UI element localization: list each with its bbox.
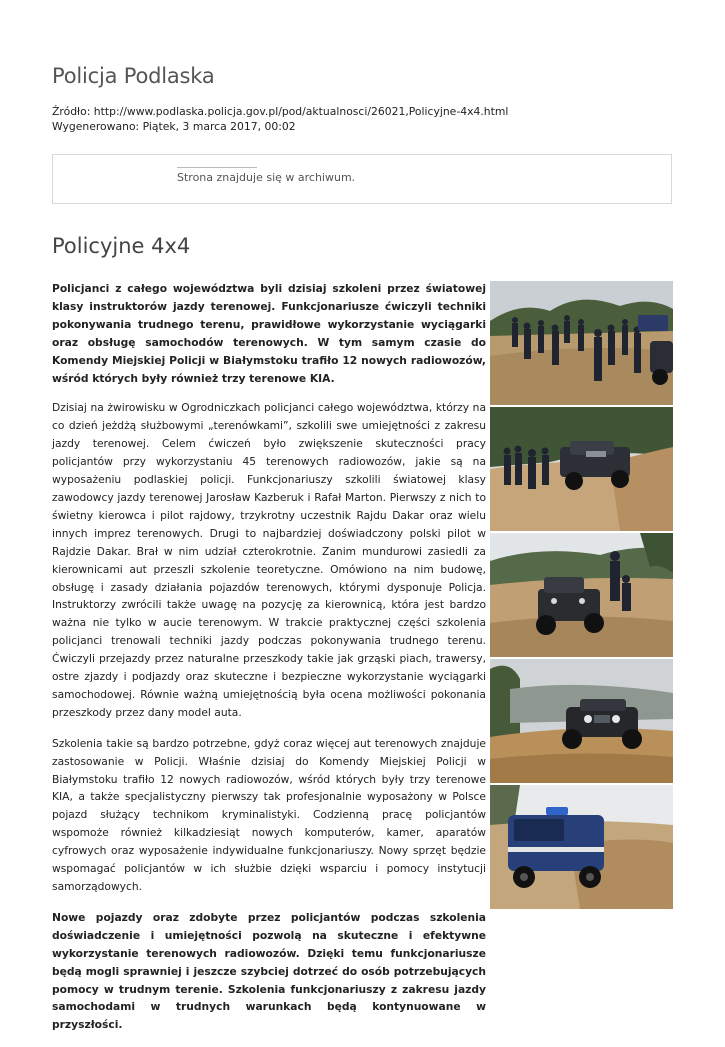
photo-watermark: . [667, 650, 669, 655]
photo-watermark: . [667, 902, 669, 907]
photo-gallery [490, 281, 673, 911]
site-title: Policja Podlaska [52, 64, 215, 88]
archive-notice: Strona znajduje się w archiwum. [177, 171, 356, 184]
archive-notice-box [52, 154, 672, 204]
article-paragraph-1: Dzisiaj na żwirowisku w Ogrodniczkach policjanci całego województwa, którzy na co dzień jeżdżą służbowymi „terenówkami”, szkolili swe umiejętności z zakresu jazdy terenowej. Celem ćwiczeń było zwiększenie skuteczności pracy policjantów przy wykorzystaniu 45 terenowych radiowozów, jakie są na wyposażeniu podlaskiej policji. Funkcjonariuszy szkolili światowej klasy zawodowcy jazdy terenowej Jarosław Kazberuk i Rafał Marton. Pierwszy z nich to świetny kierowca i pilot rajdowy, trzykrotny uczestnik Rajdu Dakar oraz wielu innych imprez terenowych. Drugi to najbardziej doświadczony polski pilot w Rajdzie Dakar. Brał w nim udział czterokrotnie. Zanim mundurowi zasiedli za kierownicami aut przeszli szkolenie teoretyczne. Omówiono na nim budowę, obsługę i zasady działania pojazdów terenowych, którymi dysponuje Policja. Instruktorzy zwrócili także uwagę na pozycję za kierownicą, która jest bardzo ważna nie tylko w aucie terenowym. W trakcie praktycznej części szkolenia policjanci trenowali techniki jazdy podczas pokonywania trudnego terenu. Ćwiczyli przejazdy przez naturalne przeszkody takie jak grząski piach, trawersy, ostre zjazdy i podjazdy oraz skuteczne i bezpieczne wykorzystanie wyciągarki samochodowej. Równie ważną umiejętnością była ocena możliwości pokonania przeszkody przez dany model auta. [52, 401, 486, 719]
photo-watermark: . [667, 524, 669, 529]
photo-jeep-sand[interactable] [490, 407, 673, 531]
photo-watermark: . [667, 398, 669, 403]
photo-officers-group[interactable] [490, 281, 673, 405]
article-closing: Nowe pojazdy oraz zdobyte przez policjantów podczas szkolenia doświadczenie i umiejętności pozwolą na skuteczne i efektywne wykorzystanie terenowych radiowozów. Dzięki temu funkcjonariusze będą mogli sprawniej i jeszcze szybciej dotrzeć do osób potrzebujących pomocy w trudnym terenie. Szkolenia funkcjonariuszy z zakresu jazdy samochodami w trudnych warunkach będą kontynuowane w przyszłości. [52, 910, 486, 1032]
page-meta [52, 104, 508, 134]
archive-divider [177, 167, 257, 168]
generated-line: Wygenerowano: Piątek, 3 marca 2017, 00:02 [52, 120, 296, 133]
source-line: Źródło: http://www.podlaska.policja.gov.pl/pod/aktualnosci/26021,Policyjne-4x4.html [52, 105, 509, 118]
photo-police-jeep[interactable] [490, 785, 673, 909]
photo-jeep-climb[interactable] [490, 659, 673, 783]
photo-jeep-officer[interactable] [490, 533, 673, 657]
article-lead: Policjanci z całego województwa byli dzisiaj szkoleni przez światowej klasy instruktorów jazdy terenowej. Funkcjonariusze ćwiczyli techniki pokonywania trudnego terenu, prawidłowe wykorzystanie wyciągarki oraz obsługę samochodów terenowych. W tym samym czasie do Komendy Miejskiej Policji w Białymstoku trafiło 12 nowych radiowozów, wśród których były również trzy terenowe KIA. [52, 282, 486, 385]
photo-watermark: . [667, 776, 669, 781]
article-paragraph-2: Szkolenia takie są bardzo potrzebne, gdyż coraz więcej aut terenowych znajduje zastosowanie w Policji. Właśnie dzisiaj do Komendy Miejskiej Policji w Białymstoku trafiło 12 nowych radiowozów, wśród których były trzy terenowe KIA, a także specjalistyczny pierwszy tak profesjonalnie wyposażony w Polsce pojazd służący technikom kryminalistyki. Codzienną pracę policjantów wspomoże również kilkadziesiąt nowych komputerów, kamer, aparatów cyfrowych oraz wyposażenie indywidualne funkcjonariuszy. Nowy sprzęt będzie wspomagać policjantów w ich służbie dzięki wsparciu i pomocy instytucji samorządowych. [52, 736, 486, 893]
article-body [52, 280, 486, 1047]
article-title: Policyjne 4x4 [52, 234, 191, 258]
